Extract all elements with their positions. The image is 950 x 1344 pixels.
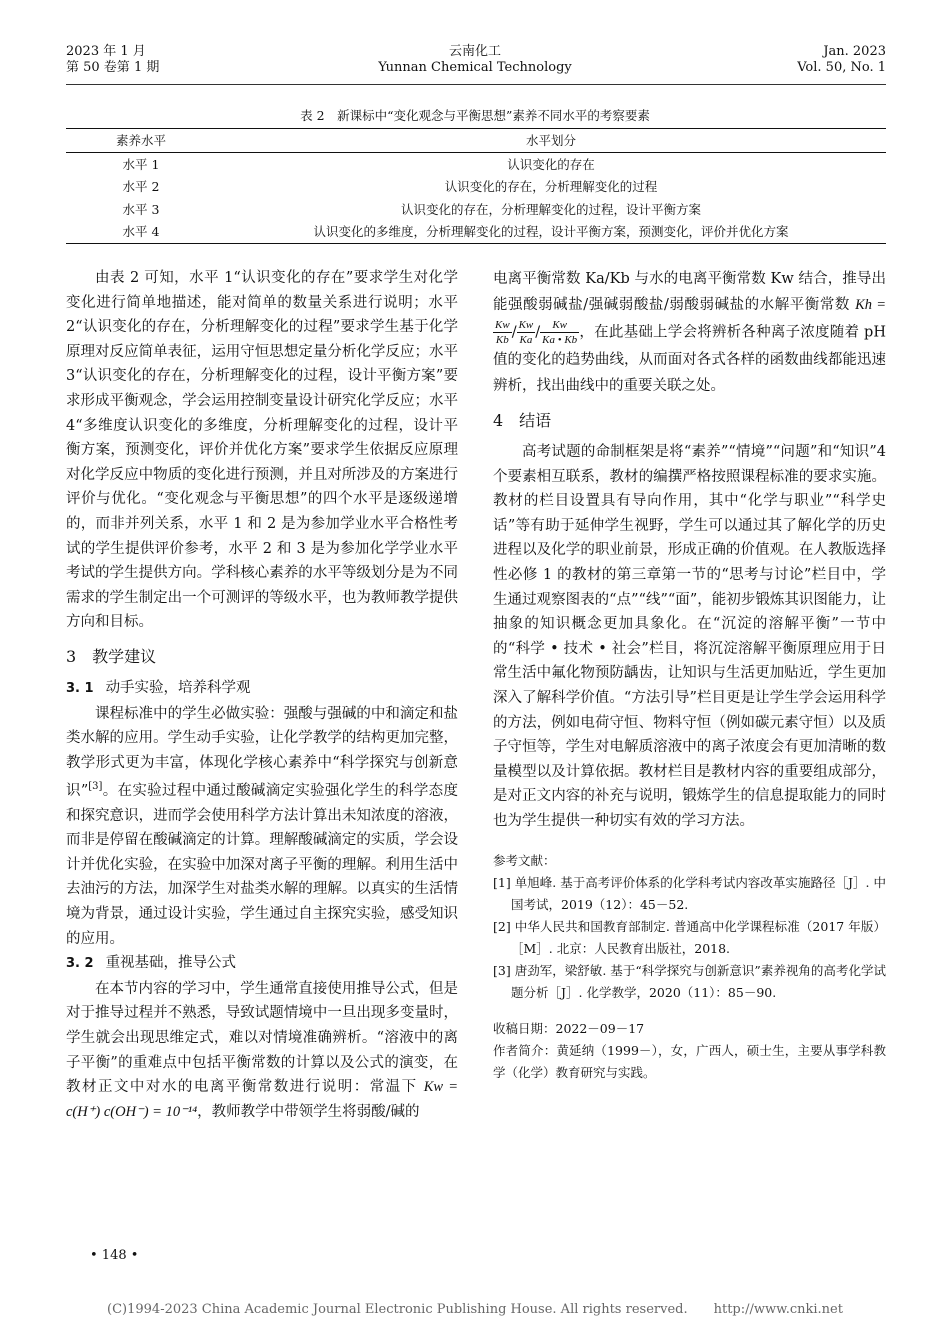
text-run: ，在此基础上学会将辨析各种离子浓度随着 pH 值的变化的趋势曲线，从而面对各式各样的函数曲线都能迅速辨析，找出曲线中的重要关联之处。: [493, 324, 886, 394]
table-cell: 认识变化的存在，分析理解变化的过程，设计平衡方案: [400, 201, 701, 217]
journal-name-en: Yunnan Chemical Technology: [378, 60, 572, 75]
fraction-numerator: Kw: [495, 319, 510, 331]
table-header-cell: 素养水平: [115, 133, 166, 149]
table-row: [66, 152, 886, 175]
body-paragraph: [66, 977, 458, 1125]
body-paragraph: 电离平衡常数 Ka/Kb 与水的电离平衡常数 Kw 结合，推导出能强酸弱碱盐/强碱弱酸盐/弱酸弱碱盐的水解平衡常数 Kh = $\frac{Kw}{Kb}$ / $\frac{Kw}{Ka}$ / $\frac{Kw}{Ka • Kb}$ ，在此基础上学会将辨析各种离子浓度随着 pH 值的变化的趋势曲线，从而面对各式各样的函数曲线都能迅速辨析，找出曲线中的重要关联之处。: [493, 271, 886, 394]
copyright-footer: (C)1994-2023 China Academic Journal Electronic Publishing House. All rights reserved. http://www.cnki.net: [107, 1302, 843, 1317]
table-row: [66, 198, 886, 221]
fraction: [493, 318, 512, 347]
body-paragraph: 由表 2 可知，水平 1“认识变化的存在”要求学生对化学变化进行简单地描述，能对简单的数量关系进行说明；水平 2“认识变化的存在，分析理解变化的过程”要求学生基于化学原理对反应简单表征，运用守恒思想定量分析化学反应；水平 3“认识变化的存在，分析理解变化的过程，设计平衡方案”要求形成平衡观念，学会运用控制变量设计研究化学反应；水平 4“多维度认识变化的多维度，分析理解变化的过程，设计平衡方案，预测变化，评价并优化方案”要求学生依据反应原理对化学反应中物质的变化进行预测，并且对所涉及的方案进行评价与优化。“变化观念与平衡思想”的四个水平是逐级递增的，而非并列关系，水平 1 和 2 是为参加学业水平合格性考试的学生提供评价参考，水平 2 和 3 是为参加化学学业水平考试的学生提供方向。学科核心素养的水平等级划分是为不同需求的学生制定出一个可测评的等级水平，也为教师教学提供方向和目标。: [66, 270, 458, 631]
citation: [3]: [88, 781, 103, 793]
fraction-denominator: Kb: [495, 334, 509, 346]
levels-table: [66, 128, 886, 244]
fraction-denominator: Ka • Kb: [542, 334, 578, 346]
table-header-row: [66, 129, 886, 153]
section-heading: 4 结语: [493, 411, 552, 430]
table-caption: 表 2 新课标中“变化观念与平衡思想”素养不同水平的考察要素: [300, 108, 650, 123]
table-cell: 水平 2: [122, 179, 160, 195]
received-date: 收稿日期：2022－09－17: [493, 1020, 645, 1036]
table-cell: 认识变化的存在: [507, 156, 595, 172]
reference-item: [3] 唐劲军，梁舒敏. 基于“科学探究与创新意识”素养视角的高考化学试题分析［J］. 化学教学，2020（11）：85－90.: [493, 962, 886, 1000]
header-volume: 第 50 卷第 1 期: [66, 60, 160, 75]
right-column: [493, 266, 886, 1084]
body-paragraph: 高考试题的命制框架是将“素养”“情境”“问题”和“知识”4 个要素相互联系，教材的编撰严格按照课程标准的要求实施。教材的栏目设置具有导向作用，其中“化学与职业”“科学史话”等有助于延伸学生视野，学生可以通过其了解化学的历史进程以及化学的职业前景，形成正确的价值观。在人教版选择性必修 1 的教材的第三章第一节的“思考与讨论”栏目中，学生通过观察图表的“点”“线”“面”，能初步锻炼其识图能力，让抽象的知识概念更加具象化。在“沉淀的溶解平衡”一节中的“科学 • 技术 • 社会”栏目，将沉淀溶解平衡原理应用于日常生活中氟化物预防龋齿，让知识与生活更加贴近，学生更加深入了解科学价值。“方法引导”栏目更是让学生学会运用科学的方法，例如电荷守恒、物料守恒（例如碳元素守恒）以及质子守恒等，学生对电解质溶液中的离子浓度会有更加清晰的数量模型以及计算依据。教材栏目是教材内容的重要组成部分，是对正文内容的补充与说明，锻炼学生的信息提取能力的同时也为学生提供一种切实有效的学习方法。: [493, 444, 886, 829]
text-run: 在本节内容的学习中，学生通常直接使用推导公式，但是对于推导过程并不熟悉，导致试题情境中一旦出现多变量时，学生就会出现思维定式，难以对情境准确辨析。“溶液中的离子平衡”的重难点中包括平衡常数的计算以及公式的演变，在教材正文中对水的电离平衡常数进行说明：常温下: [66, 980, 458, 1096]
reference-item: [2] 中华人民共和国教育部制定. 普通高中化学课程标准（2017 年版）［M］. 北京：人民教育出版社，2018.: [493, 918, 886, 956]
author-bio: 作者简介：黄延纳（1999－），女，广西人，硕士生，主要从事学科教学（化学）教育研究与实践。: [493, 1042, 886, 1080]
header-right: [797, 44, 886, 76]
table-row: [66, 220, 886, 243]
header-rule: [66, 84, 886, 85]
references: [493, 850, 886, 1004]
journal-name: 云南化工: [448, 44, 501, 59]
section-heading: 3 教学建议: [66, 646, 157, 666]
subsection-number: 3. 1: [66, 680, 94, 696]
table-cell: 认识变化的多维度，分析理解变化的过程，设计平衡方案，预测变化，评价并优化方案: [313, 224, 789, 240]
reference-item: [1] 单旭峰. 基于高考评价体系的化学科考试内容改革实施路径［J］. 中国考试，2019（12）：45－52.: [493, 874, 886, 912]
references-title: 参考文献：: [493, 852, 556, 868]
subsection-title: 动手实验，培养科学观: [105, 679, 251, 696]
table-cell: 认识变化的存在，分析理解变化的过程: [444, 179, 658, 195]
table-header-cell: 水平划分: [525, 133, 576, 149]
article-meta: [493, 1018, 886, 1084]
fraction-numerator: Kw: [518, 319, 534, 331]
text-run: 电离平衡常数 Ka/Kb 与水的电离平衡常数 Kw 结合，推导出能强酸弱碱盐/强碱弱酸盐/弱酸弱碱盐的水解平衡常数: [493, 271, 886, 313]
subsection-number: 3. 2: [66, 956, 94, 972]
page-number: • 148 •: [90, 1248, 139, 1263]
text-run: 。在实验过程中通过酸碱滴定实验强化学生的科学态度和探究意识，进而学会使用科学方法计算出未知浓度的溶液，而非是停留在酸碱滴定的计算。理解酸碱滴定的实质，学会设计并优化实验，在实验中加深对离子平衡的理解。利用生活中去油污的方法，加深学生对盐类水解的理解。以真实的生活情境为背景，通过设计实验，学生通过自主探究实验，感受知识的应用。: [66, 783, 458, 947]
left-column: [66, 266, 458, 1124]
subsection-title: 重视基础，推导公式: [105, 955, 237, 972]
fraction-denominator: Ka: [519, 334, 533, 346]
table-cell: 水平 1: [122, 156, 160, 172]
header-volume-en: Vol. 50, No. 1: [797, 60, 886, 75]
subsection-heading: [66, 951, 458, 977]
header-date-en: Jan. 2023: [823, 44, 886, 59]
fraction-numerator: Kw: [540, 318, 579, 333]
fraction: [517, 318, 536, 347]
text-run: 课程标准中的学生必做实验：强酸与强碱的中和滴定和盐类水解的应用。学生动手实验，让化学教学的结构更加完整，教学形式更为丰富，体现化学核心素养中“科学探究与创新意识”: [66, 705, 458, 800]
header-date: 2023 年 1 月: [66, 44, 146, 59]
water-constant-formula: Kw = c(H⁺) c(OH⁻) = 10⁻¹⁴: [66, 1079, 458, 1120]
subsection-heading: [66, 676, 458, 702]
table-cell: 水平 3: [122, 201, 160, 217]
fraction: [540, 318, 579, 347]
text-run: ，教师教学中带领学生将弱酸/碱的: [197, 1103, 420, 1120]
body-paragraph: [66, 702, 458, 952]
kh-label: Kh =: [855, 297, 886, 313]
table-cell: 水平 4: [122, 224, 160, 240]
table-row: [66, 175, 886, 198]
